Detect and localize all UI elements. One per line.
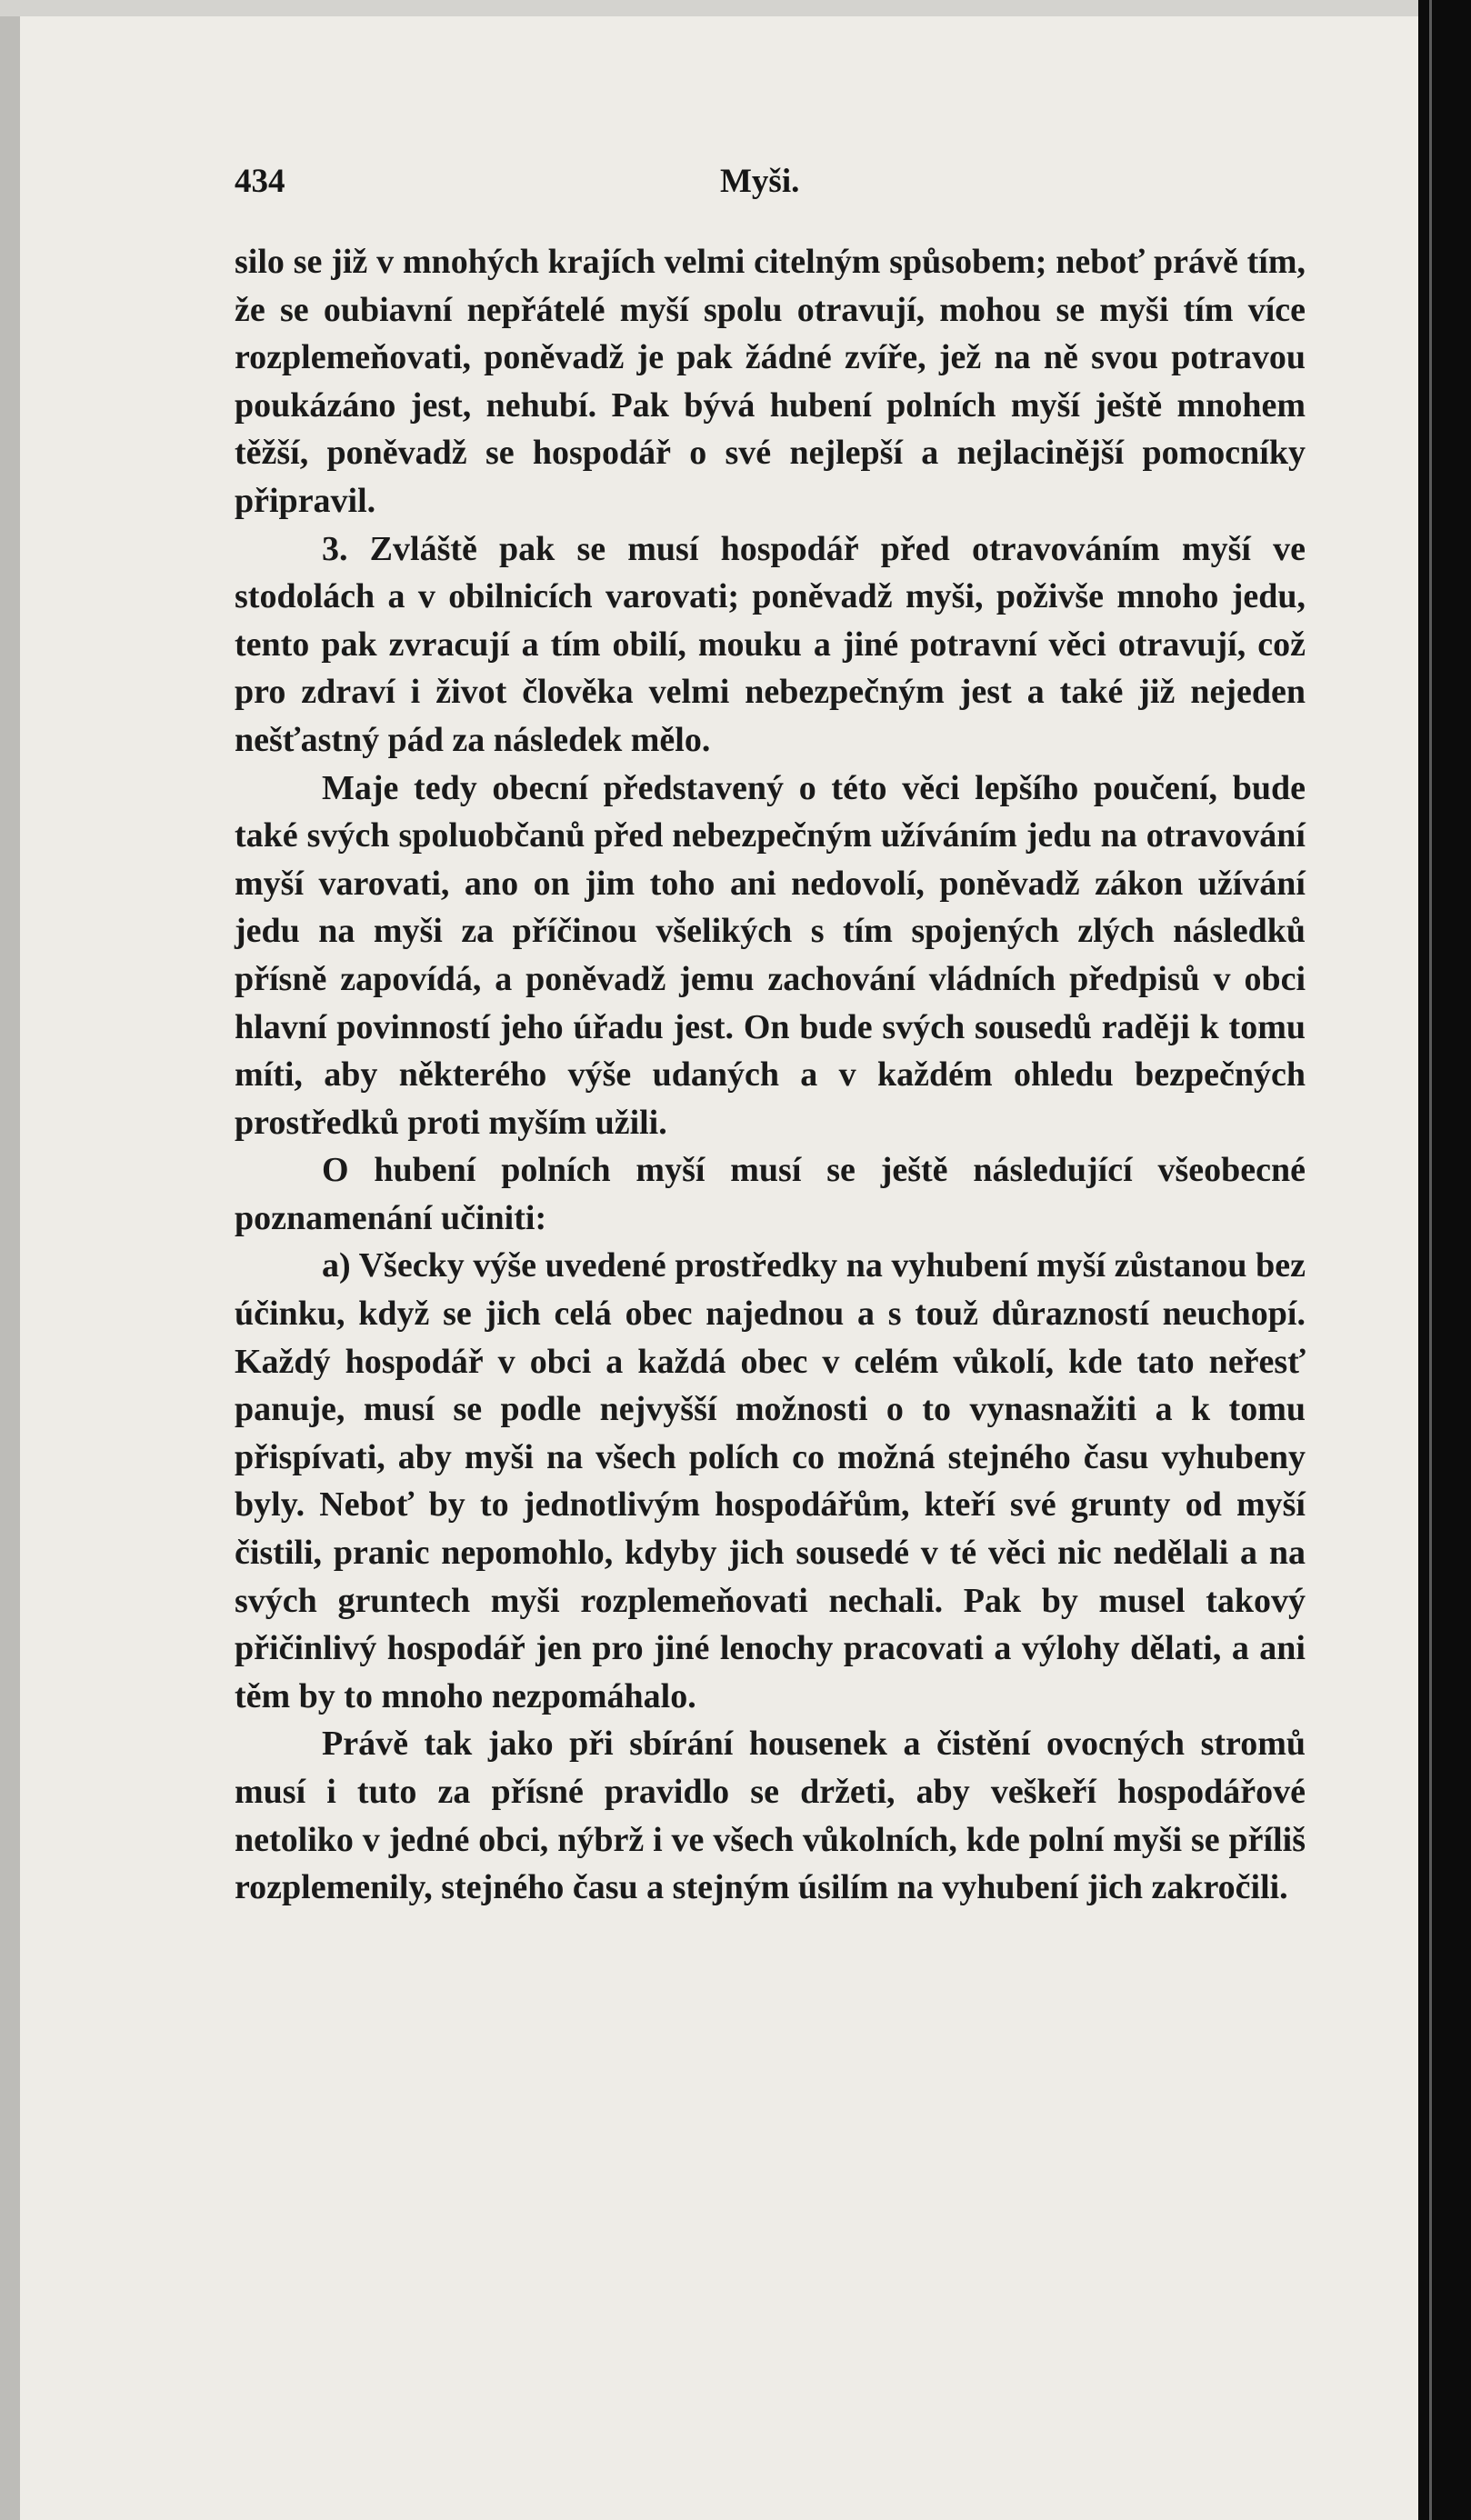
- page-header: [235, 162, 1307, 207]
- page-number: 434: [235, 163, 285, 200]
- paragraph-6: Právě tak jako při sbírání housenek a čistění ovocných stromů musí i tuto za přísné pravidlo se držeti, aby veškeří hospodářové netoliko v jedné obci, nýbrž i ve všech vůkolních, kde polní myši se příliš rozplemenily, stejného času a stejným úsilím na vyhubení jich zakročili.: [235, 1725, 1306, 1907]
- scan-margin-left: [0, 0, 20, 2520]
- scan-margin-top: [0, 0, 1471, 16]
- paragraph-2: 3. Zvláště pak se musí hospodář před otravováním myší ve stodolách a v obilnicích varovati; poněvadž myši, poživše mnoho jedu, tento pak zvracují a tím obilí, mouku a jiné potravní věci otravují, což pro zdraví i život člověka velmi nebezpečným jest a také již nejeden nešťastný pád za následek mělo.: [235, 529, 1306, 759]
- paragraph-5: a) Všecky výše uvedené prostředky na vyhubení myší zůstanou bez účinku, když se jich celá obec najednou a s touž důrazností neuchopí. Každý hospodář v obci a každá obec v celém vůkolí, kde tato neřesť panuje, musí se podle nejvyšší možnosti o to vynasnažiti a k tomu přispívati, aby myši na všech polích co možná stejného času vyhubeny byly. Neboť by to jednotlivým hospodářům, kteří své grunty od myší čistili, pranic nepomohlo, kdyby jich sousedé v té věci nic nedělali a na svých gruntech myši rozplemeňovati nechali. Pak by musel takový přičinlivý hospodář jen pro jiné lenochy pracovati a výlohy dělati, a ani těm by to mnoho nezpomáhalo.: [235, 1246, 1306, 1715]
- paragraph-4: O hubení polních myší musí se ještě následující všeobecné poznamenání učiniti:: [235, 1151, 1306, 1237]
- paragraph-3: Maje tedy obecní představený o této věci lepšího poučení, bude také svých spoluobčanů před nebezpečným užíváním jedu na otravování myší varovati, ano on jim toho ani nedovolí, poněvadž zákon užívání jedu na myši za příčinou všelikých s tím spojených zlých následků přísně zapovídá, a poněvadž jemu zachování vládních předpisů v obci hlavní povinností jeho úřadu jest. On bude svých sousedů raději k tomu míti, aby některého výše udaných a v každém ohledu bezpečných prostředků proti myším užili.: [235, 768, 1306, 1142]
- running-head: Myši.: [720, 163, 800, 200]
- body-text: [235, 238, 1306, 1912]
- paragraph-1: silo se již v mnohých krajích velmi citelným spůsobem; neboť právě tím, že se oubiavní nepřátelé myší spolu otravují, mohou se myši tím více rozplemeňovati, poněvadž je pak žádné zvíře, jež na ně svou potravou poukázáno jest, nehubí. Pak bývá hubení polních myší ještě mnohem těžší, poněvadž se hospodář o své nejlepší a nejlacinější pomocníky připravil.: [235, 243, 1306, 520]
- scan-edge-line: [1429, 0, 1432, 2520]
- scan-edge-right: [1418, 0, 1471, 2520]
